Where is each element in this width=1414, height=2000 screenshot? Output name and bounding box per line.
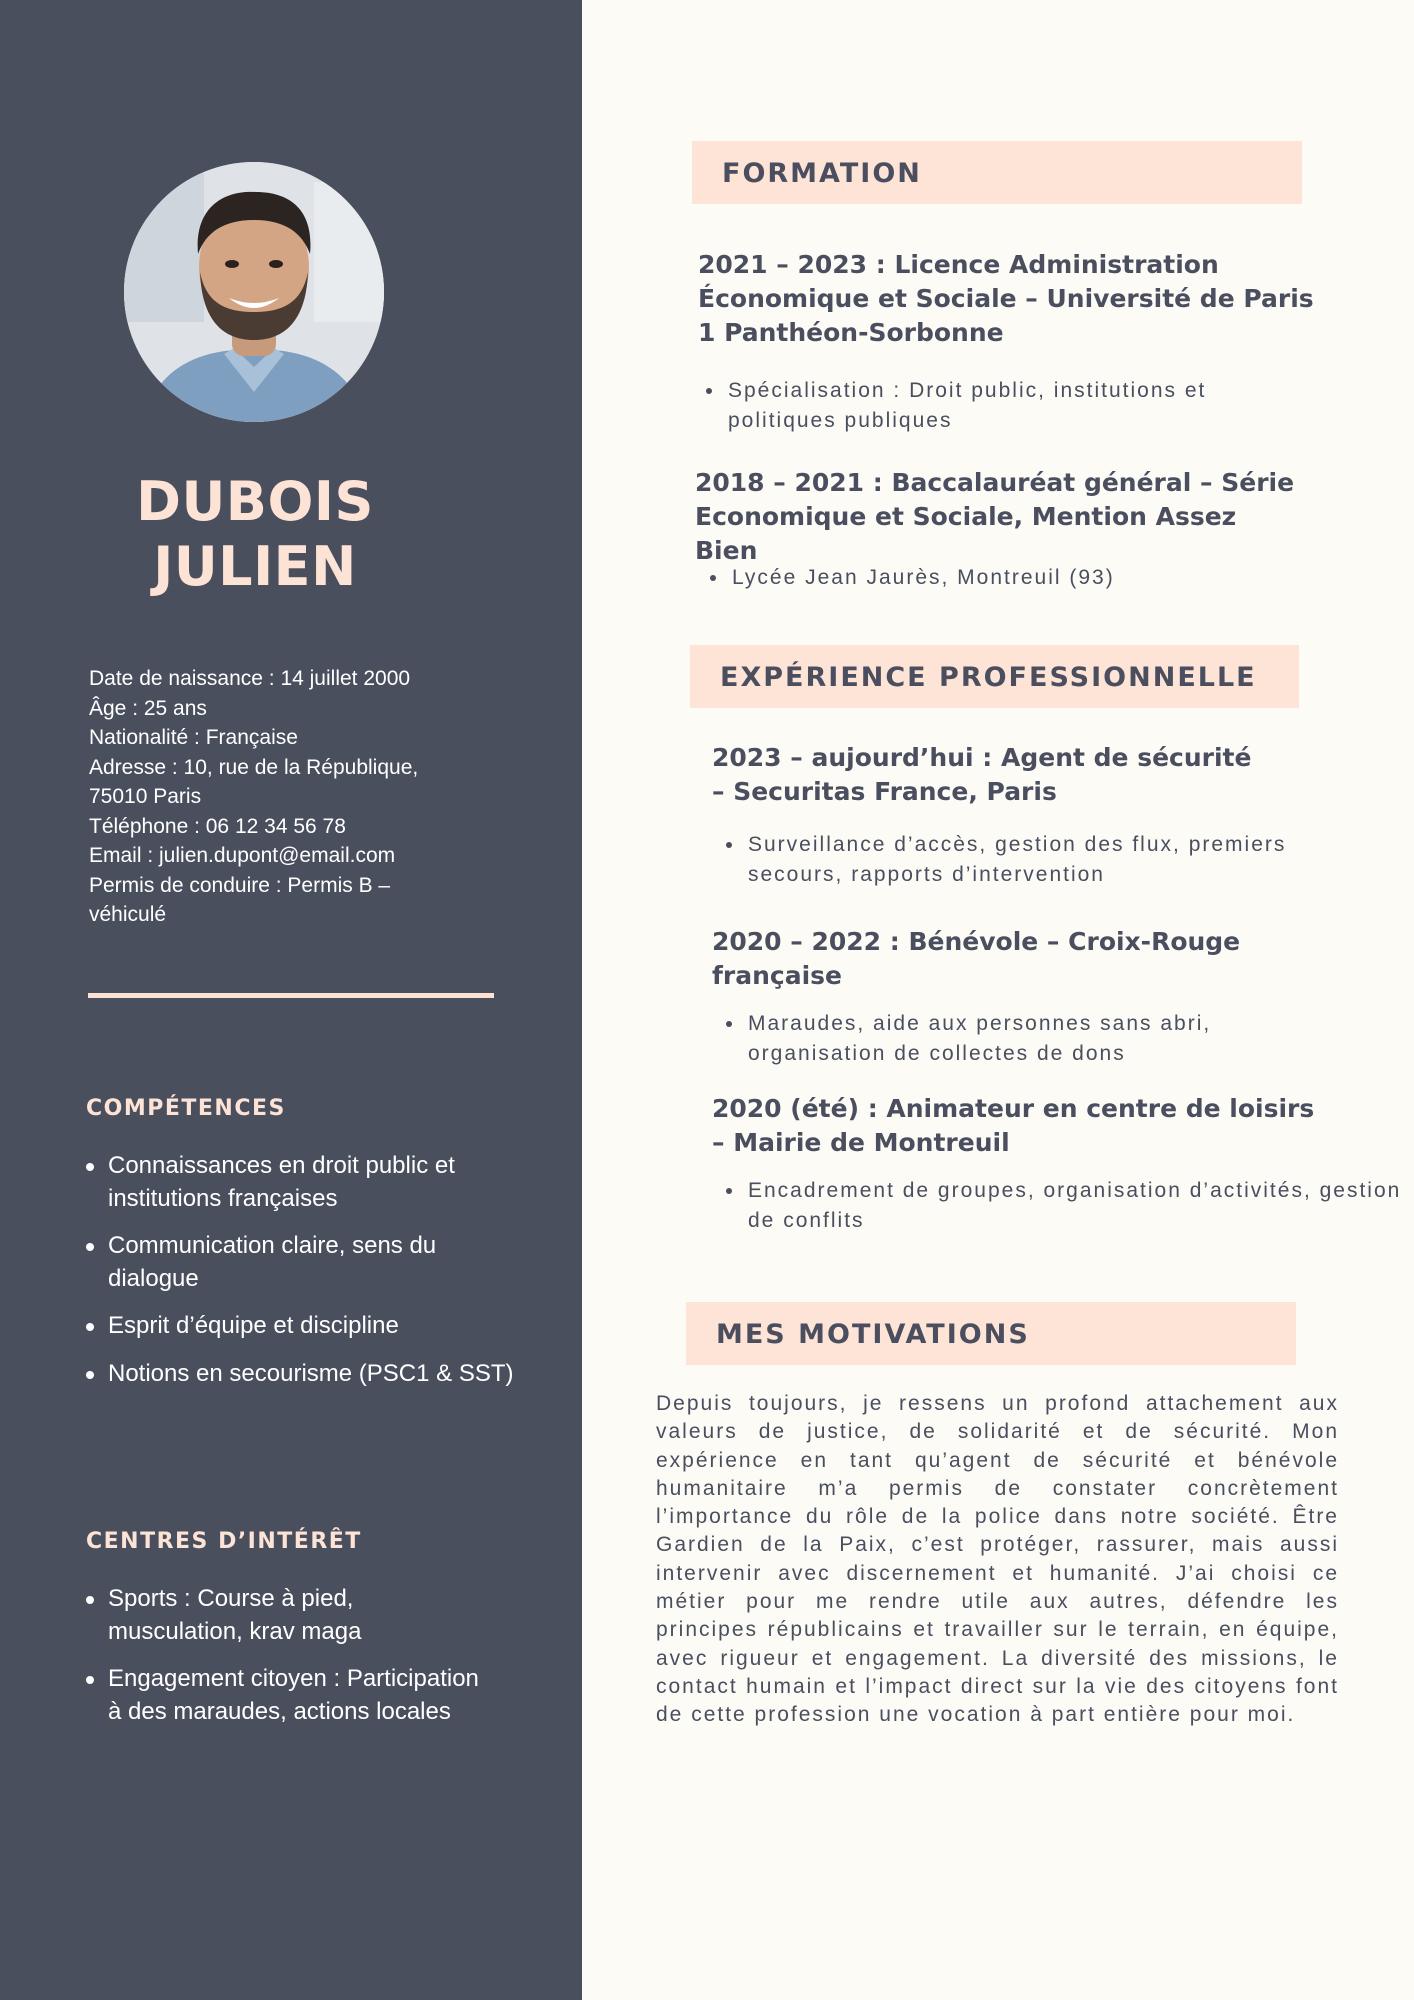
profile-photo	[124, 162, 384, 422]
license-line-1: Permis de conduire : Permis B –	[89, 873, 391, 897]
last-name: DUBOIS	[136, 470, 374, 533]
motivations-text: Depuis toujours, je ressens un profond attachement aux valeurs de justice, de solidarité et de sécurité. Mon expérience en tant qu’agent de sécurité et bénévole humanitaire m’a permis de constater concrètement l’importance du rôle de la police dans notre société. Être Gardien de la Paix, c’est protéger, rassurer, mais aussi intervenir avec discernement et humanité. J’ai choisi ce métier pour me rendre utile aux autres, défendre les principes républicains et travailler sur le terrain, en équipe, avec rigueur et engagement. La diversité des missions, le contact humain et l’impact direct sur la vie des citoyens font de cette profession une vocation à part entière pour moi.	[656, 1392, 1339, 1727]
sidebar	[0, 0, 582, 2000]
list-item: Sports : Course à pied, musculation, krav maga	[86, 1583, 486, 1648]
list-item: Esprit d’équipe et discipline	[86, 1310, 526, 1343]
experience-entry-bullet: Maraudes, aide aux personnes sans abri, organisation de collectes de dons	[718, 1009, 1278, 1068]
interests-list	[86, 1583, 486, 1743]
experience-entry-title: 2023 – aujourd’hui : Agent de sécurité – Securitas France, Paris	[712, 743, 1252, 806]
license-line-2: véhiculé	[89, 903, 167, 926]
skills-list	[86, 1150, 526, 1405]
experience-entry-title: 2020 (été) : Animateur en centre de loisirs – Mairie de Montreuil	[712, 1094, 1315, 1157]
experience-header	[690, 645, 1299, 708]
sidebar-divider	[88, 993, 494, 998]
formation-entry-bullet: Lycée Jean Jaurès, Montreuil (93)	[702, 563, 1302, 593]
birth-date: Date de naissance : 14 juillet 2000	[89, 667, 411, 690]
skills-heading: COMPÉTENCES	[86, 1096, 286, 1121]
motivations-header	[686, 1302, 1296, 1365]
address-line-1: Adresse : 10, rue de la République,	[89, 755, 419, 779]
formation-entry-bullet: Spécialisation : Droit public, institutions et politiques publiques	[698, 376, 1298, 435]
formation-entry-title: 2018 – 2021 : Baccalauréat général – Série Economique et Sociale, Mention Assez Bien	[695, 468, 1295, 565]
experience-entry-title: 2020 – 2022 : Bénévole – Croix-Rouge française	[712, 927, 1241, 990]
list-item: Engagement citoyen : Participation à des maraudes, actions locales	[86, 1663, 486, 1728]
personal-info	[89, 664, 489, 930]
first-name: JULIEN	[153, 535, 357, 598]
experience-entry-bullet: Surveillance d’accès, gestion des flux, premiers secours, rapports d’intervention	[718, 830, 1358, 889]
experience-entry-bullet: Encadrement de groupes, organisation d’activités, gestion de conflits	[718, 1176, 1402, 1235]
list-item: Communication claire, sens du dialogue	[86, 1230, 526, 1295]
list-item: Notions en secourisme (PSC1 & SST)	[86, 1358, 526, 1391]
formation-entry-title: 2021 – 2023 : Licence Administration Économique et Sociale – Université de Paris 1 Panthéon-Sorbonne	[698, 250, 1314, 347]
formation-header	[692, 141, 1302, 204]
interests-heading: CENTRES D’INTÉRÊT	[86, 1529, 362, 1554]
list-item: Connaissances en droit public et institutions françaises	[86, 1150, 526, 1215]
email: Email : julien.dupont@email.com	[89, 844, 396, 867]
address-line-2: 75010 Paris	[89, 785, 202, 808]
formation-title: FORMATION	[722, 158, 922, 189]
age: Âge : 25 ans	[89, 696, 207, 720]
motivations-title: MES MOTIVATIONS	[716, 1319, 1030, 1350]
phone: Téléphone : 06 12 34 56 78	[89, 814, 346, 838]
experience-title: EXPÉRIENCE PROFESSIONNELLE	[720, 662, 1257, 693]
nationality: Nationalité : Française	[89, 726, 298, 749]
portrait-image	[124, 162, 384, 422]
